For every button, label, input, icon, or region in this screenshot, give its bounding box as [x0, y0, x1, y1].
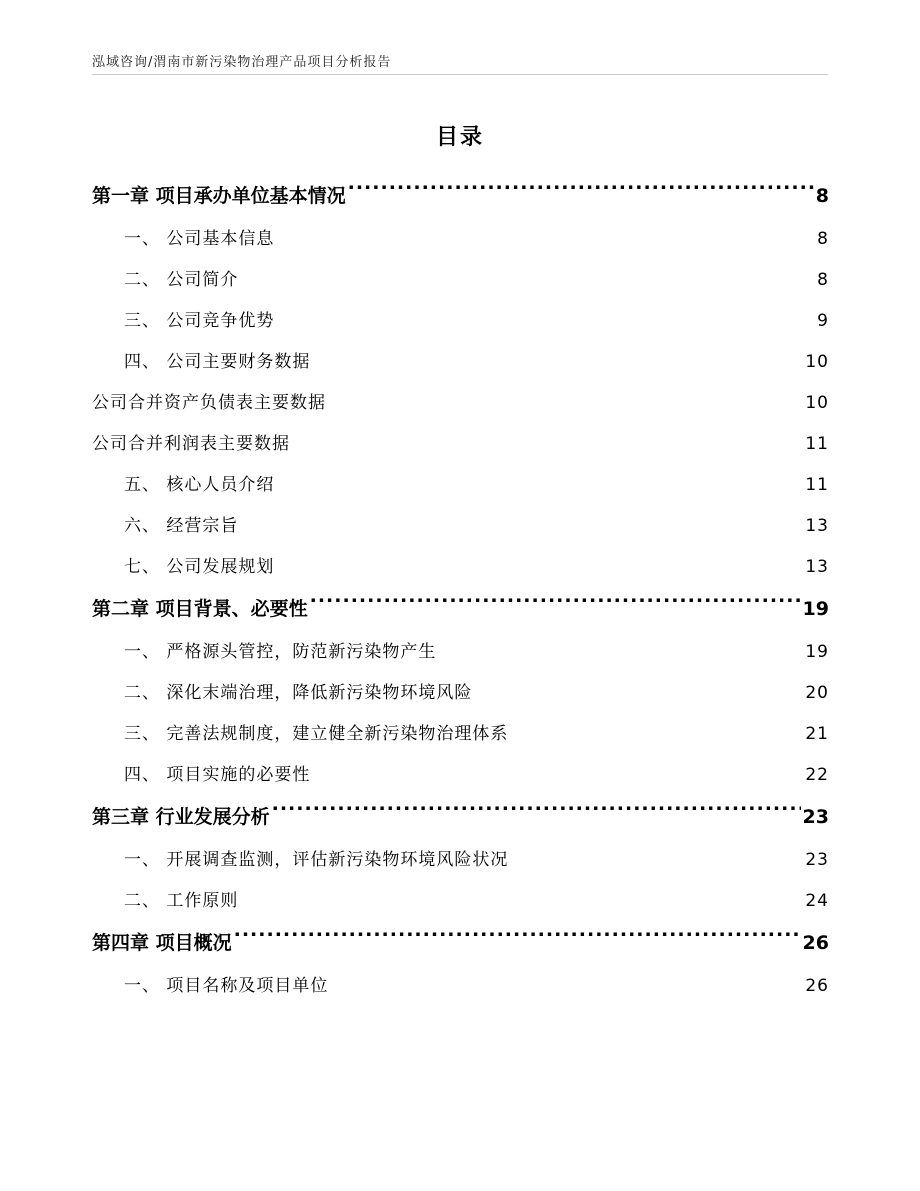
toc-dot-leader	[328, 391, 803, 408]
toc-chapter-entry[interactable]	[92, 922, 829, 964]
toc-dot-leader	[474, 681, 803, 698]
toc-entry-label: 第三章 行业发展分析	[92, 806, 270, 828]
toc-page-number: 11	[805, 475, 829, 495]
toc-entry-label: 一、 公司基本信息	[124, 229, 275, 249]
toc-entry-label: 四、 项目实施的必要性	[124, 765, 311, 785]
toc-entry-label: 四、 公司主要财务数据	[124, 352, 311, 372]
toc-page-number: 10	[805, 352, 829, 372]
toc-entry-label: 第一章 项目承办单位基本情况	[92, 185, 346, 207]
toc-dot-leader	[310, 596, 801, 615]
toc-page-number: 21	[805, 724, 829, 744]
toc-entry-label: 公司合并资产负债表主要数据	[92, 393, 326, 413]
toc-chapter-entry[interactable]	[92, 796, 829, 838]
toc-page-number: 19	[802, 598, 829, 620]
toc-page-number: 9	[817, 311, 829, 331]
toc-entry-label: 二、 公司简介	[124, 270, 239, 290]
toc-entry-label: 三、 完善法规制度，建立健全新污染物治理体系	[124, 724, 509, 744]
toc-section-entry[interactable]	[92, 506, 829, 547]
toc-page-number: 13	[805, 516, 829, 536]
toc-entry-label: 五、 核心人员介绍	[124, 475, 275, 495]
toc-dot-leader	[510, 848, 803, 865]
toc-section-entry[interactable]	[92, 301, 829, 342]
toc-entry-label: 第四章 项目概况	[92, 932, 232, 954]
toc-entry-label: 一、 开展调查监测，评估新污染物环境风险状况	[124, 850, 509, 870]
toc-dot-leader	[330, 974, 803, 991]
toc-section-entry[interactable]	[92, 383, 829, 424]
header-rule	[92, 74, 828, 75]
toc-dot-leader	[240, 514, 803, 531]
toc-section-entry[interactable]	[92, 755, 829, 796]
toc-section-entry[interactable]	[92, 632, 829, 673]
toc-entry-label: 三、 公司竞争优势	[124, 311, 275, 331]
toc-page-number: 8	[817, 229, 829, 249]
toc-page-number: 8	[815, 185, 829, 207]
toc-dot-leader	[312, 350, 803, 367]
toc-page-number: 23	[805, 850, 829, 870]
toc-page-number: 13	[805, 557, 829, 577]
toc-entry-label: 七、 公司发展规划	[124, 557, 275, 577]
toc-section-entry[interactable]	[92, 547, 829, 588]
toc-page-number: 26	[805, 976, 829, 996]
toc-section-entry[interactable]	[92, 424, 829, 465]
toc-dot-leader	[276, 227, 815, 244]
toc-dot-leader	[348, 183, 814, 202]
toc-dot-leader	[276, 309, 815, 326]
toc-entry-label: 一、 项目名称及项目单位	[124, 976, 329, 996]
toc-page-number: 10	[805, 393, 829, 413]
toc-section-entry[interactable]	[92, 840, 829, 881]
toc-title: 目录	[435, 125, 484, 150]
toc-entry-label: 第二章 项目背景、必要性	[92, 598, 308, 620]
toc-dot-leader	[272, 804, 801, 823]
toc-entry-label: 二、 深化末端治理，降低新污染物环境风险	[124, 683, 473, 703]
toc-page-number: 24	[805, 891, 829, 911]
toc-chapter-entry[interactable]	[92, 175, 829, 217]
toc-entry-label: 六、 经营宗旨	[124, 516, 239, 536]
toc-section-entry[interactable]	[92, 881, 829, 922]
toc-page-number: 22	[805, 765, 829, 785]
toc-page-number: 19	[805, 642, 829, 662]
toc-entry-label: 二、 工作原则	[124, 891, 239, 911]
toc-dot-leader	[234, 930, 801, 949]
toc-page-number: 26	[802, 932, 829, 954]
toc-dot-leader	[276, 473, 803, 490]
toc-chapter-entry[interactable]	[92, 588, 829, 630]
toc-page-number: 20	[805, 683, 829, 703]
toc-section-entry[interactable]	[92, 260, 829, 301]
toc-page-number: 23	[802, 806, 829, 828]
toc-section-entry[interactable]	[92, 714, 829, 755]
toc-section-entry[interactable]	[92, 966, 829, 1007]
toc-entry-label: 一、 严格源头管控，防范新污染物产生	[124, 642, 437, 662]
toc-section-entry[interactable]	[92, 465, 829, 506]
toc-dot-leader	[312, 763, 803, 780]
running-header: 泓域咨询/渭南市新污染物治理产品项目分析报告	[92, 55, 392, 70]
toc-dot-leader	[292, 432, 803, 449]
toc-section-entry[interactable]	[92, 673, 829, 714]
toc-dot-leader	[240, 889, 803, 906]
table-of-contents	[92, 175, 829, 1007]
toc-page-number: 11	[805, 434, 829, 454]
toc-dot-leader	[276, 555, 803, 572]
toc-section-entry[interactable]	[92, 342, 829, 383]
toc-section-entry[interactable]	[92, 219, 829, 260]
toc-dot-leader	[240, 268, 815, 285]
toc-entry-label: 公司合并利润表主要数据	[92, 434, 290, 454]
toc-dot-leader	[438, 640, 803, 657]
toc-dot-leader	[510, 722, 803, 739]
toc-page-number: 8	[817, 270, 829, 290]
